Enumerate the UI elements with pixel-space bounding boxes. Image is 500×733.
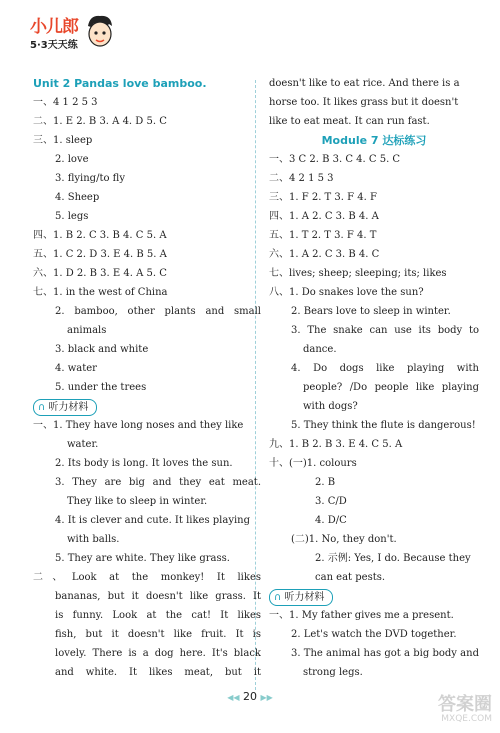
watermark-main: 答案圈 [438,694,492,715]
answer-line: like to eat meat. It can run fast. [269,116,430,127]
listening-tag-label: 听力材料 [48,402,89,413]
section-heading: Unit 2 Pandas love bamboo. [33,77,207,90]
answer-line: 2. Its body is long. It loves the sun. [55,458,233,469]
answer-line: is funny. Look at the cat! It likes [55,610,261,621]
answer-line: 一、1. They have long noses and they like [33,420,244,431]
answer-line: 一、1. My father gives me a present. [269,610,454,621]
left-column [33,74,261,682]
answer-line: dance. [303,344,337,355]
answer-line: 七、lives; sheep; sleeping; its; likes [269,268,447,279]
answer-line: 5. under the trees [55,382,147,393]
answer-line: 五、1. C 2. D 3. E 4. B 5. A [33,249,167,260]
answer-line: 2. love [55,154,89,165]
answer-line: 4. water [55,363,97,374]
answer-line: horse too. It likes grass but it doesn't [269,97,459,108]
answer-line: bananas, but it doesn't like grass. It [55,591,261,602]
answer-line: 七、1. in the west of China [33,287,168,298]
answer-line: 5. legs [55,211,89,222]
answer-line: with dogs? [303,401,358,412]
answer-line: 六、1. D 2. B 3. E 4. A 5. C [33,268,167,279]
section-heading: Module 7 达标练习 [321,134,427,147]
listening-material-tag [269,587,479,606]
answer-line: 3. The snake can use its body to [291,325,479,336]
answer-line: 一、3 C 2. B 3. C 4. C 5. C [269,154,401,165]
answer-line: with balls. [67,534,120,545]
headphones-icon: ∩ [274,592,282,603]
answer-line: 四、1. A 2. C 3. B 4. A [269,211,379,222]
answer-line: (二)1. No, they don't. [291,534,397,545]
answer-line: They like to sleep in winter. [67,496,208,507]
answer-line: 5. They are white. They like grass. [55,553,230,564]
answer-line: 二、1. E 2. B 3. A 4. D 5. C [33,116,167,127]
page-number: 20 [243,690,257,703]
answer-line: 3. flying/to fly [55,173,125,184]
answer-line: 三、1. F 2. T 3. F 4. F [269,192,377,203]
answer-line: 3. C/D [315,496,347,507]
answer-line: water. [67,439,99,450]
answer-line: 三、1. sleep [33,135,93,146]
answer-line: 五、1. T 2. T 3. F 4. T [269,230,377,241]
listening-tag-label: 听力材料 [284,592,325,603]
headphones-icon: ∩ [38,402,46,413]
answer-line: 2. 示例: Yes, I do. Because they [315,553,471,564]
answer-line: 3. They are big and they eat meat. [55,477,261,488]
answer-line: people? /Do people like playing [303,382,479,393]
answer-line: 4. D/C [315,515,347,526]
answer-line: 十、(一)1. colours [269,458,357,469]
answer-line: 六、1. A 2. C 3. B 4. C [269,249,380,260]
answer-line: 一、4 1 2 5 3 [33,97,98,108]
right-column [269,74,479,682]
answer-line: 4. Do dogs like playing with [291,363,479,374]
answer-line: 四、1. B 2. C 3. B 4. C 5. A [33,230,167,241]
boy-face-icon [84,14,116,50]
answer-line: 4. Sheep [55,192,100,203]
next-arrows-icon: ▶▶ [260,693,273,702]
logo-title: 小儿郎 [30,17,78,37]
answer-line: 二、Look at the monkey! It likes [33,572,261,583]
answer-line: 八、1. Do snakes love the sun? [269,287,424,298]
answer-line: strong legs. [303,667,363,678]
listening-material-tag [33,397,261,416]
answer-line: lovely. There is a dog here. It's black [55,648,261,659]
answer-line: 4. It is clever and cute. It likes playing [55,515,251,526]
answer-line: 二、4 2 1 5 3 [269,173,334,184]
answer-line: 3. The animal has got a big body and [291,648,479,659]
prev-arrows-icon: ◀◀ [227,693,240,702]
answer-line: 2. Bears love to sleep in winter. [291,306,451,317]
answer-line: 2. B [315,477,336,488]
brand-logo [30,12,120,57]
answer-line: doesn't like to eat rice. And there is a [269,78,460,89]
answer-line: 2. Let's watch the DVD together. [291,629,457,640]
watermark-sub: MXQE.COM [441,714,492,724]
answer-line: 九、1. B 2. B 3. E 4. C 5. A [269,439,403,450]
answer-line: 3. black and white [55,344,149,355]
logo-subtitle: 5·3天天练 [30,40,78,51]
answer-line: can eat pests. [315,572,386,583]
answer-line: 5. They think the flute is dangerous! [291,420,476,431]
answer-line: and white. It likes meat, but it [55,667,261,678]
watermark [422,690,492,728]
answer-line: animals [67,325,107,336]
listening-tag-pill [33,399,97,416]
listening-tag-pill [269,589,333,606]
answer-line: 2. bamboo, other plants and small [55,306,261,317]
answer-line: fish, but it doesn't like fruit. It is [55,629,261,640]
